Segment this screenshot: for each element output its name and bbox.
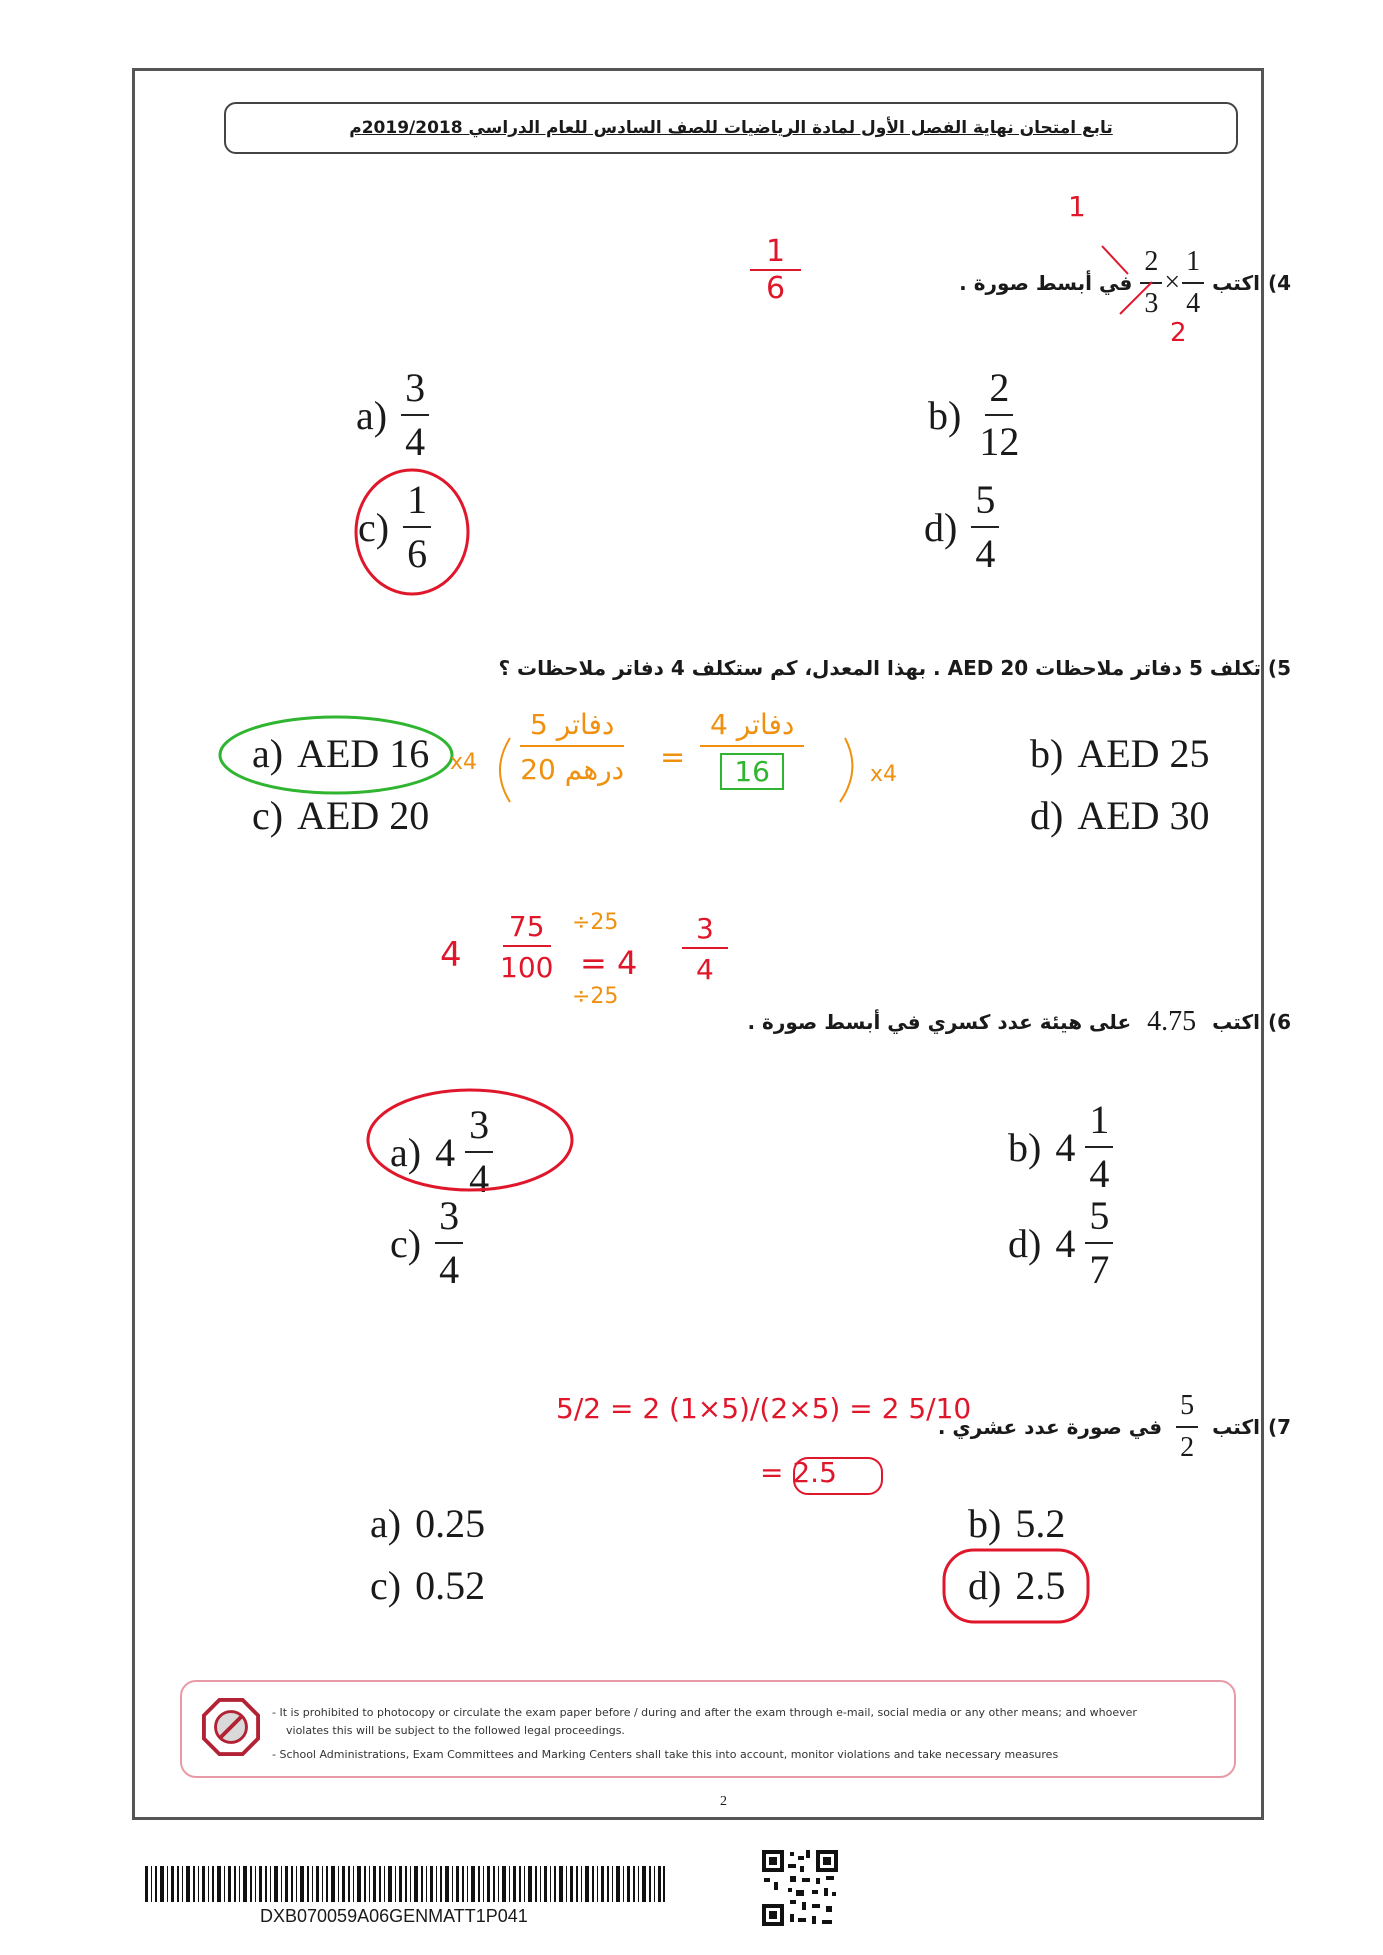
question-4-frac-b: $\frac{1}{4}$ xyxy=(1182,248,1204,318)
question-7: 7) اكتب $\frac{5}{2}$ في صورة عدد عشري . xyxy=(937,1390,1291,1463)
q4-handwritten-answer: 1 6 xyxy=(750,234,801,306)
q6-option-d[interactable]: d) 4 $\frac{5}{7}$ xyxy=(1008,1196,1113,1290)
q5-option-c[interactable]: c) AED 20 xyxy=(252,793,430,838)
q6-option-a[interactable]: a) 4 $\frac{3}{4}$ xyxy=(390,1105,493,1199)
footer-line-1: - It is prohibited to photocopy or circulate the exam paper before / during and after the exam through e-mail, social media or any other means; and whoever xyxy=(272,1706,1137,1719)
q6-hw-fraction: 75 100 xyxy=(500,910,554,984)
question-4-frac-a: $\frac{2}{3}$ xyxy=(1140,248,1162,318)
q7-option-b[interactable]: b) 5.2 xyxy=(968,1501,1066,1546)
question-4-write-word: اكتب xyxy=(1212,271,1260,295)
q4-option-b[interactable]: b) $\frac{2}{12}$ xyxy=(928,365,1020,464)
q6-hw-equals: = 4 xyxy=(580,944,638,982)
q7-option-d[interactable]: d) 2.5 xyxy=(968,1563,1066,1608)
q7-hw-line: 5/2 = 2 (1×5)/(2×5) = 2 5/10 xyxy=(556,1392,972,1425)
q5-work-brackets xyxy=(490,730,870,810)
q5-mult-right: x4 xyxy=(870,762,898,787)
q6-answer-circle xyxy=(360,1080,580,1200)
q5-answer-circle xyxy=(214,710,460,800)
q7-option-a[interactable]: a) 0.25 xyxy=(370,1501,486,1546)
page-number: 2 xyxy=(720,1794,727,1809)
q5-option-a[interactable]: a) AED 16 xyxy=(252,731,430,776)
q7-hw-result-circle xyxy=(790,1452,890,1502)
question-7-fraction: $\frac{5}{2}$ xyxy=(1176,1392,1198,1462)
q6-hw-result: 3 4 xyxy=(682,912,728,986)
q5-equals: = xyxy=(660,740,686,775)
multiply-sign: × xyxy=(1164,267,1181,298)
q6-hw-whole: 4 xyxy=(440,935,462,975)
question-6-value: 4.75 xyxy=(1147,1006,1197,1037)
footer-line-3: - School Administrations, Exam Committees and Marking Centers shall take this into account, monitor violations and take necessary measures xyxy=(272,1748,1059,1761)
footer-notice xyxy=(180,1680,1236,1778)
barcode-text: DXB070059A06GENMATT1P041 xyxy=(260,1906,528,1926)
q6-hw-div-top: ÷25 xyxy=(572,910,619,935)
no-copy-warning-icon xyxy=(202,1698,260,1756)
footer-line-2: violates this will be subject to the followed legal proceedings. xyxy=(286,1724,625,1737)
qr-code xyxy=(760,1848,840,1928)
question-4-tail: في أبسط صورة . xyxy=(959,271,1133,295)
question-6: 6) اكتب 4.75 على هيئة عدد كسري في أبسط صورة . xyxy=(747,1006,1291,1037)
q5-mult-left: x4 xyxy=(450,750,478,775)
q4-option-c[interactable]: c) $\frac{1}{6}$ xyxy=(358,480,431,574)
q5-option-b[interactable]: b) AED 25 xyxy=(1030,731,1210,776)
q6-option-b[interactable]: b) 4 $\frac{1}{4}$ xyxy=(1008,1100,1113,1194)
question-5: 5) تكلف 5 دفاتر ملاحظات AED 20 . بهذا المعدل، كم ستكلف 4 دفاتر ملاحظات ؟ xyxy=(498,656,1291,680)
q6-option-c[interactable]: c) $\frac{3}{4}$ xyxy=(390,1196,463,1290)
q4-option-a[interactable]: a) $\frac{3}{4}$ xyxy=(356,368,429,462)
exam-header xyxy=(224,102,1238,154)
q4-answer-circle xyxy=(342,462,482,602)
exam-header-title: تابع امتحان نهاية الفصل الأول لمادة الرياضيات للصف السادس للعام الدراسي 2019/2018م xyxy=(349,118,1113,138)
question-4-number: 4) xyxy=(1267,271,1291,295)
q5-right-ratio: 4 دفاتر 16 xyxy=(700,708,804,790)
q5-left-ratio: 5 دفاتر 20 درهم xyxy=(520,708,625,786)
q7-answer-circle xyxy=(938,1544,1098,1630)
q6-hw-div-bottom: ÷25 xyxy=(572,984,619,1009)
q5-option-d[interactable]: d) AED 30 xyxy=(1030,793,1210,838)
q4-cancel-bottom: 2 xyxy=(1170,318,1187,348)
q4-option-d[interactable]: d) $\frac{5}{4}$ xyxy=(924,480,999,574)
q7-hw-result: = 2.5 xyxy=(760,1456,837,1489)
q4-cancel-top: 1 xyxy=(1068,190,1086,223)
barcode xyxy=(145,1866,665,1902)
q7-option-c[interactable]: c) 0.52 xyxy=(370,1563,486,1608)
